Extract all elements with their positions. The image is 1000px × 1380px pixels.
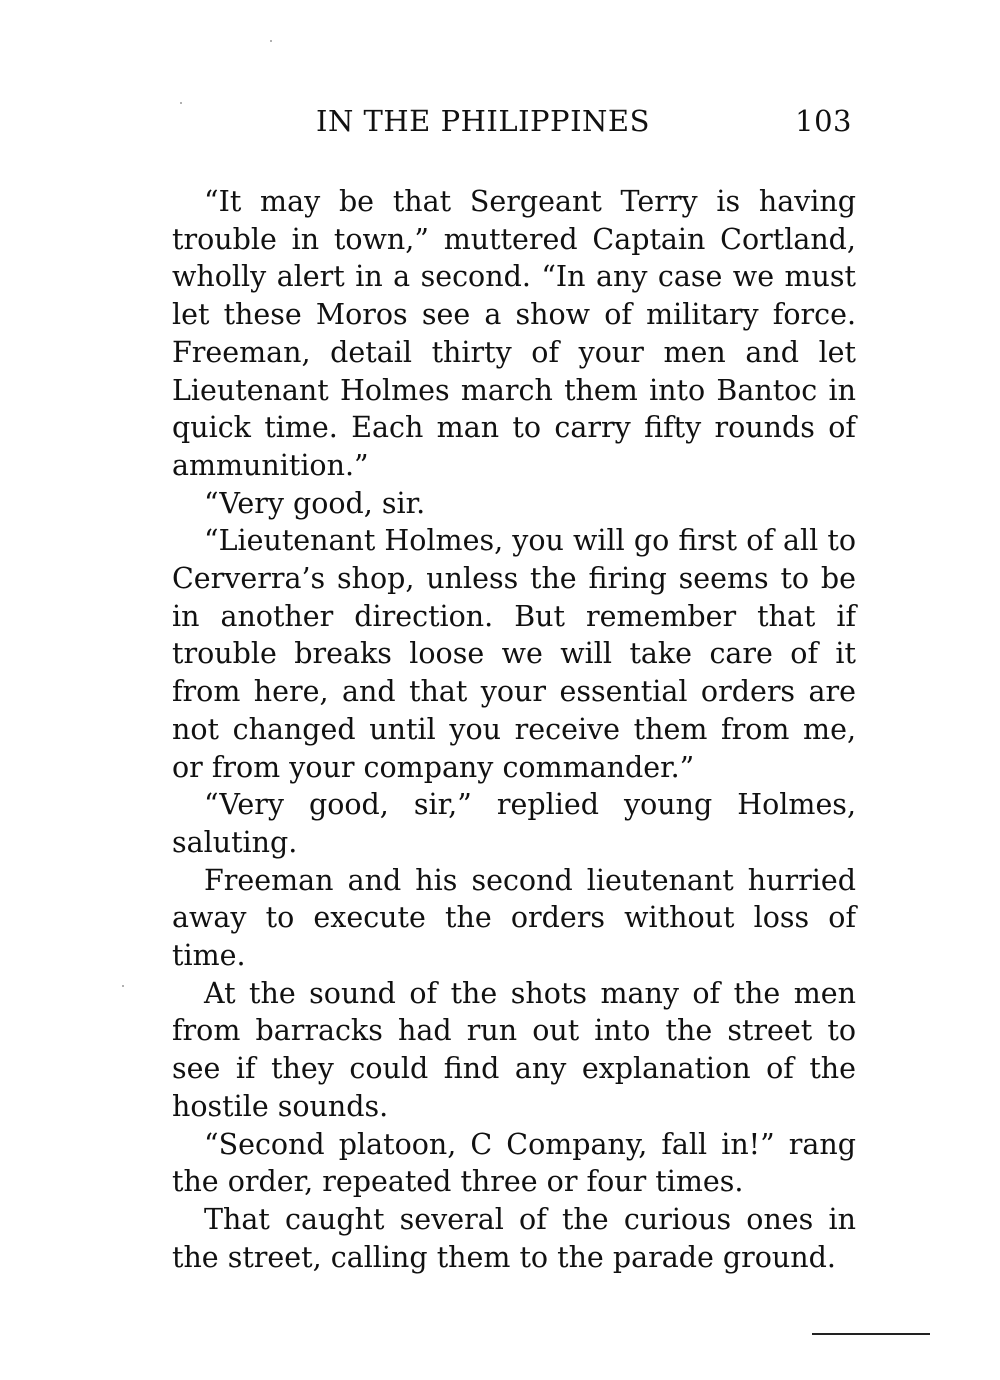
paragraph: “Lieutenant Holmes, you will go first of all to Cerverra’s shop, unless the firing seems to be in another direction. But remember that if trouble breaks loose we will take care of it from here, and that your essential orders are not changed until you receive them from me, or from your company commander.” <box>172 524 856 784</box>
scan-speck <box>122 985 124 987</box>
page-body <box>172 183 856 1276</box>
running-title: IN THE PHILIPPINES <box>316 104 650 138</box>
paragraph: “It may be that Sergeant Terry is having trouble in town,” muttered Captain Cortland, wholly alert in a second. “In any case we must let these Moros see a show of military force. Freeman, detail thirty of your men and let Lieutenant Holmes march them into Bantoc in quick time. Each man to carry fifty rounds of ammunition.” <box>172 185 856 482</box>
paragraph: “Second platoon, C Company, fall in!” rang the order, repeated three or four times. <box>172 1127 856 1199</box>
paragraph: At the sound of the shots many of the men from barracks had run out into the street to see if they could find any explanation of the hostile sounds. <box>172 976 856 1123</box>
footer-rule <box>812 1333 930 1335</box>
scan-speck <box>180 102 182 104</box>
scan-speck <box>270 40 272 42</box>
running-header <box>316 104 856 144</box>
paragraph: Freeman and his second lieutenant hurried away to execute the orders without loss of time. <box>172 863 856 973</box>
paragraph: “Very good, sir,” replied young Holmes, saluting. <box>172 788 856 859</box>
page-number: 103 <box>795 104 852 138</box>
paragraph: That caught several of the curious ones in the street, calling them to the parade ground. <box>172 1202 856 1274</box>
paragraph: “Very good, sir. <box>204 486 426 520</box>
